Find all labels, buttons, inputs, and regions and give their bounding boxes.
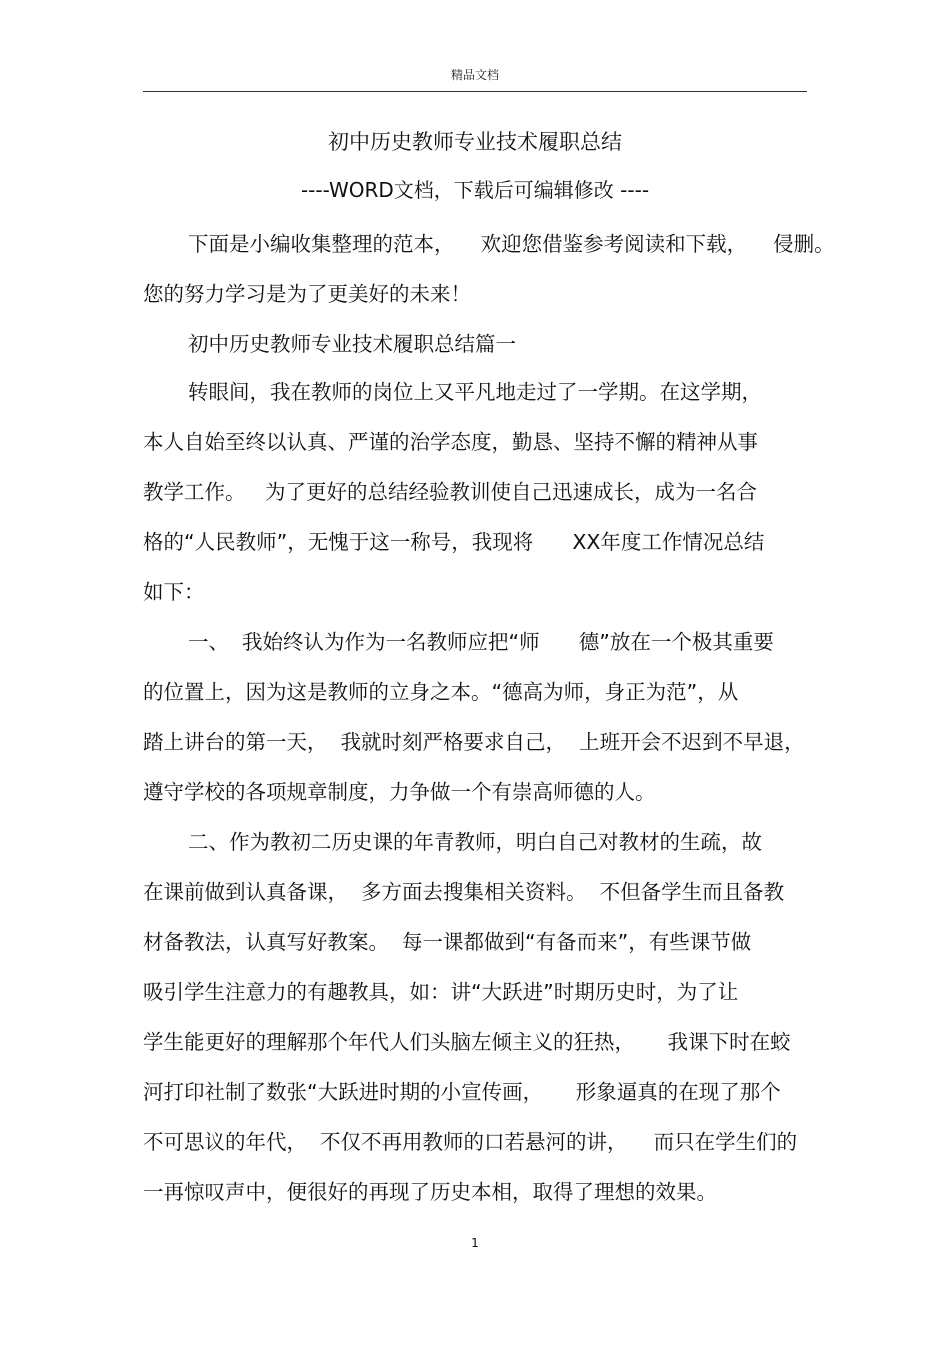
text-line: 踏上讲台的第一天， 我就时刻严格要求自己， 上班开会不迟到不早退， bbox=[143, 730, 805, 754]
text-line: 教学工作。 为了更好的总结经验教训使自己迅速成长，成为一名合 bbox=[143, 480, 758, 504]
header-divider bbox=[143, 91, 807, 92]
text-line: 河打印社制了数张“大跃进时期的小宣传画， 形象逼真的在现了那个 bbox=[143, 1080, 781, 1104]
text-line: 学生能更好的理解那个年代人们头脑左倾主义的狂热， 我课下时在蛟 bbox=[143, 1030, 791, 1054]
page-header-label: 精品文档 bbox=[450, 68, 499, 82]
text-line: 的位置上，因为这是教师的立身之本。“德高为师，身正为范”，从 bbox=[143, 680, 739, 704]
text-line: 遵守学校的各项规章制度，力争做一个有崇高师德的人。 bbox=[143, 780, 656, 804]
text-line: 如下： bbox=[143, 580, 205, 604]
text-line: 材备教法，认真写好教案。 每一课都做到“有备而来”，有些课节做 bbox=[143, 930, 752, 954]
document-title: 初中历史教师专业技术履职总结 bbox=[328, 130, 622, 154]
text-line: 不可思议的年代， 不仅不再用教师的口若悬河的讲， 而只在学生们的 bbox=[143, 1130, 798, 1154]
text-line: 吸引学生注意力的有趣教具，如：讲“大跃进”时期历史时，为了让 bbox=[143, 980, 739, 1004]
page-number: 1 bbox=[471, 1236, 479, 1250]
text-line: 转眼间，我在教师的岗位上又平凡地走过了一学期。在这学期， bbox=[188, 380, 762, 404]
text-line: 下面是小编收集整理的范本， 欢迎您借鉴参考阅读和下载， 侵删。 bbox=[188, 232, 835, 256]
text-line: 您的努力学习是为了更美好的未来！ bbox=[143, 282, 471, 306]
text-line: 格的“人民教师”，无愧于这一称号，我现将 XX年度工作情况总结 bbox=[143, 530, 765, 554]
text-line: 一再惊叹声中，便很好的再现了历史本相，取得了理想的效果。 bbox=[143, 1180, 717, 1204]
text-line: 一、 我始终认为作为一名教师应把“师 德”放在一个极其重要 bbox=[188, 630, 774, 654]
text-line: 在课前做到认真备课， 多方面去搜集相关资料。 不但备学生而且备教 bbox=[143, 880, 785, 904]
section-heading: 初中历史教师专业技术履职总结篇一 bbox=[188, 332, 516, 356]
text-line: 本人自始至终以认真、严谨的治学态度，勤恳、坚持不懈的精神从事 bbox=[143, 430, 758, 454]
document-subtitle: ----WORD文档，下载后可编辑修改 ---- bbox=[300, 178, 650, 202]
text-line: 二、作为教初二历史课的年青教师，明白自己对教材的生疏，故 bbox=[188, 830, 762, 854]
